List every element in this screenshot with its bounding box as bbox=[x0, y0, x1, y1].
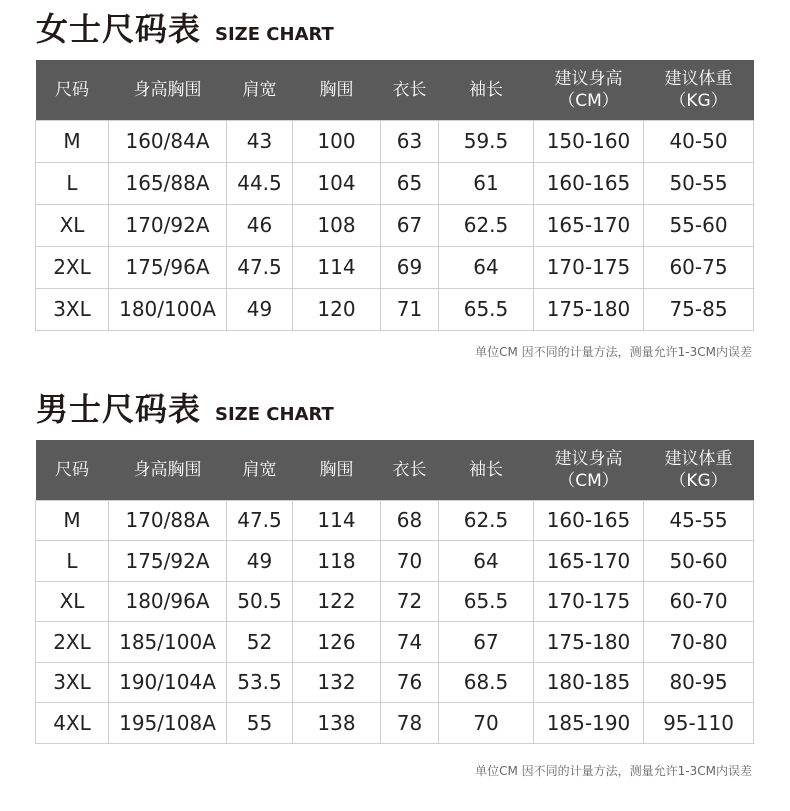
height-chest-cell: 190/104A bbox=[109, 662, 227, 703]
table-row bbox=[36, 703, 754, 744]
length-cell: 69 bbox=[381, 246, 439, 288]
women-header-row bbox=[36, 60, 754, 120]
women-size-table bbox=[35, 60, 754, 331]
recommended-height-cell: 160-165 bbox=[534, 500, 644, 541]
sleeve-cell: 64 bbox=[439, 541, 534, 582]
recommended-height-cell: 170-175 bbox=[534, 246, 644, 288]
length-cell: 78 bbox=[381, 703, 439, 744]
header-length: 衣长 bbox=[381, 60, 439, 120]
recommended-height-cell: 150-160 bbox=[534, 120, 644, 162]
table-row bbox=[36, 204, 754, 246]
recommended-weight-cell: 60-70 bbox=[644, 581, 754, 622]
header-chest: 胸围 bbox=[293, 440, 381, 500]
recommended-height-cell: 175-180 bbox=[534, 288, 644, 330]
height-chest-cell: 180/100A bbox=[109, 288, 227, 330]
sleeve-cell: 64 bbox=[439, 246, 534, 288]
recommended-height-cell: 185-190 bbox=[534, 703, 644, 744]
sleeve-cell: 67 bbox=[439, 622, 534, 663]
sleeve-cell: 62.5 bbox=[439, 500, 534, 541]
table-row bbox=[36, 120, 754, 162]
size-cell: 4XL bbox=[36, 703, 109, 744]
recommended-height-cell: 165-170 bbox=[534, 204, 644, 246]
women-title-en: SIZE CHART bbox=[215, 24, 334, 45]
height-chest-cell: 175/96A bbox=[109, 246, 227, 288]
header-size: 尺码 bbox=[36, 440, 109, 500]
height-chest-cell: 160/84A bbox=[109, 120, 227, 162]
men-measurement-note: 单位CM 因不同的计量方法，测量允许1-3CM内误差 bbox=[475, 764, 752, 778]
size-cell: L bbox=[36, 541, 109, 582]
table-row bbox=[36, 581, 754, 622]
women-size-chart-title bbox=[36, 4, 334, 50]
header-sleeve: 袖长 bbox=[439, 60, 534, 120]
header-shoulder: 肩宽 bbox=[227, 60, 293, 120]
header-recommended-weight: 建议体重 （KG） bbox=[644, 60, 754, 120]
shoulder-cell: 55 bbox=[227, 703, 293, 744]
recommended-height-cell: 170-175 bbox=[534, 581, 644, 622]
size-cell: XL bbox=[36, 204, 109, 246]
recommended-weight-cell: 45-55 bbox=[644, 500, 754, 541]
height-chest-cell: 170/88A bbox=[109, 500, 227, 541]
recommended-height-cell: 175-180 bbox=[534, 622, 644, 663]
table-row bbox=[36, 288, 754, 330]
table-row bbox=[36, 500, 754, 541]
sleeve-cell: 70 bbox=[439, 703, 534, 744]
chest-cell: 132 bbox=[293, 662, 381, 703]
length-cell: 70 bbox=[381, 541, 439, 582]
header-shoulder: 肩宽 bbox=[227, 440, 293, 500]
height-chest-cell: 185/100A bbox=[109, 622, 227, 663]
chest-cell: 120 bbox=[293, 288, 381, 330]
table-row bbox=[36, 246, 754, 288]
size-cell: 2XL bbox=[36, 622, 109, 663]
sleeve-cell: 68.5 bbox=[439, 662, 534, 703]
sleeve-cell: 59.5 bbox=[439, 120, 534, 162]
length-cell: 71 bbox=[381, 288, 439, 330]
size-cell: 2XL bbox=[36, 246, 109, 288]
header-length: 衣长 bbox=[381, 440, 439, 500]
shoulder-cell: 53.5 bbox=[227, 662, 293, 703]
sleeve-cell: 62.5 bbox=[439, 204, 534, 246]
size-cell: M bbox=[36, 500, 109, 541]
recommended-weight-cell: 75-85 bbox=[644, 288, 754, 330]
shoulder-cell: 47.5 bbox=[227, 246, 293, 288]
recommended-height-cell: 165-170 bbox=[534, 541, 644, 582]
header-size: 尺码 bbox=[36, 60, 109, 120]
table-row bbox=[36, 622, 754, 663]
shoulder-cell: 49 bbox=[227, 288, 293, 330]
header-recommended-height: 建议身高 （CM） bbox=[534, 60, 644, 120]
recommended-weight-cell: 50-60 bbox=[644, 541, 754, 582]
table-row bbox=[36, 662, 754, 703]
men-title-en: SIZE CHART bbox=[215, 404, 334, 425]
height-chest-cell: 180/96A bbox=[109, 581, 227, 622]
men-size-table bbox=[35, 440, 754, 744]
length-cell: 67 bbox=[381, 204, 439, 246]
header-sleeve: 袖长 bbox=[439, 440, 534, 500]
shoulder-cell: 50.5 bbox=[227, 581, 293, 622]
table-row bbox=[36, 162, 754, 204]
recommended-height-cell: 160-165 bbox=[534, 162, 644, 204]
men-title-zh: 男士尺码表 bbox=[36, 390, 202, 428]
shoulder-cell: 47.5 bbox=[227, 500, 293, 541]
sleeve-cell: 65.5 bbox=[439, 581, 534, 622]
chest-cell: 114 bbox=[293, 500, 381, 541]
shoulder-cell: 46 bbox=[227, 204, 293, 246]
shoulder-cell: 52 bbox=[227, 622, 293, 663]
header-recommended-height: 建议身高 （CM） bbox=[534, 440, 644, 500]
length-cell: 74 bbox=[381, 622, 439, 663]
size-cell: 3XL bbox=[36, 662, 109, 703]
recommended-weight-cell: 60-75 bbox=[644, 246, 754, 288]
length-cell: 63 bbox=[381, 120, 439, 162]
length-cell: 65 bbox=[381, 162, 439, 204]
height-chest-cell: 165/88A bbox=[109, 162, 227, 204]
chest-cell: 100 bbox=[293, 120, 381, 162]
size-cell: XL bbox=[36, 581, 109, 622]
recommended-weight-cell: 80-95 bbox=[644, 662, 754, 703]
men-size-chart-title bbox=[36, 384, 334, 430]
recommended-weight-cell: 50-55 bbox=[644, 162, 754, 204]
header-chest: 胸围 bbox=[293, 60, 381, 120]
chest-cell: 114 bbox=[293, 246, 381, 288]
length-cell: 68 bbox=[381, 500, 439, 541]
recommended-weight-cell: 95-110 bbox=[644, 703, 754, 744]
size-cell: 3XL bbox=[36, 288, 109, 330]
shoulder-cell: 43 bbox=[227, 120, 293, 162]
shoulder-cell: 49 bbox=[227, 541, 293, 582]
sleeve-cell: 61 bbox=[439, 162, 534, 204]
length-cell: 76 bbox=[381, 662, 439, 703]
table-row bbox=[36, 541, 754, 582]
sleeve-cell: 65.5 bbox=[439, 288, 534, 330]
chest-cell: 122 bbox=[293, 581, 381, 622]
header-recommended-weight: 建议体重 （KG） bbox=[644, 440, 754, 500]
shoulder-cell: 44.5 bbox=[227, 162, 293, 204]
chest-cell: 108 bbox=[293, 204, 381, 246]
recommended-height-cell: 180-185 bbox=[534, 662, 644, 703]
size-cell: L bbox=[36, 162, 109, 204]
height-chest-cell: 175/92A bbox=[109, 541, 227, 582]
height-chest-cell: 170/92A bbox=[109, 204, 227, 246]
recommended-weight-cell: 55-60 bbox=[644, 204, 754, 246]
women-title-zh: 女士尺码表 bbox=[36, 10, 202, 48]
women-measurement-note: 单位CM 因不同的计量方法，测量允许1-3CM内误差 bbox=[475, 345, 752, 359]
header-height-chest: 身高胸围 bbox=[109, 60, 227, 120]
recommended-weight-cell: 70-80 bbox=[644, 622, 754, 663]
chest-cell: 104 bbox=[293, 162, 381, 204]
recommended-weight-cell: 40-50 bbox=[644, 120, 754, 162]
size-cell: M bbox=[36, 120, 109, 162]
chest-cell: 126 bbox=[293, 622, 381, 663]
chest-cell: 118 bbox=[293, 541, 381, 582]
length-cell: 72 bbox=[381, 581, 439, 622]
height-chest-cell: 195/108A bbox=[109, 703, 227, 744]
men-header-row bbox=[36, 440, 754, 500]
chest-cell: 138 bbox=[293, 703, 381, 744]
header-height-chest: 身高胸围 bbox=[109, 440, 227, 500]
